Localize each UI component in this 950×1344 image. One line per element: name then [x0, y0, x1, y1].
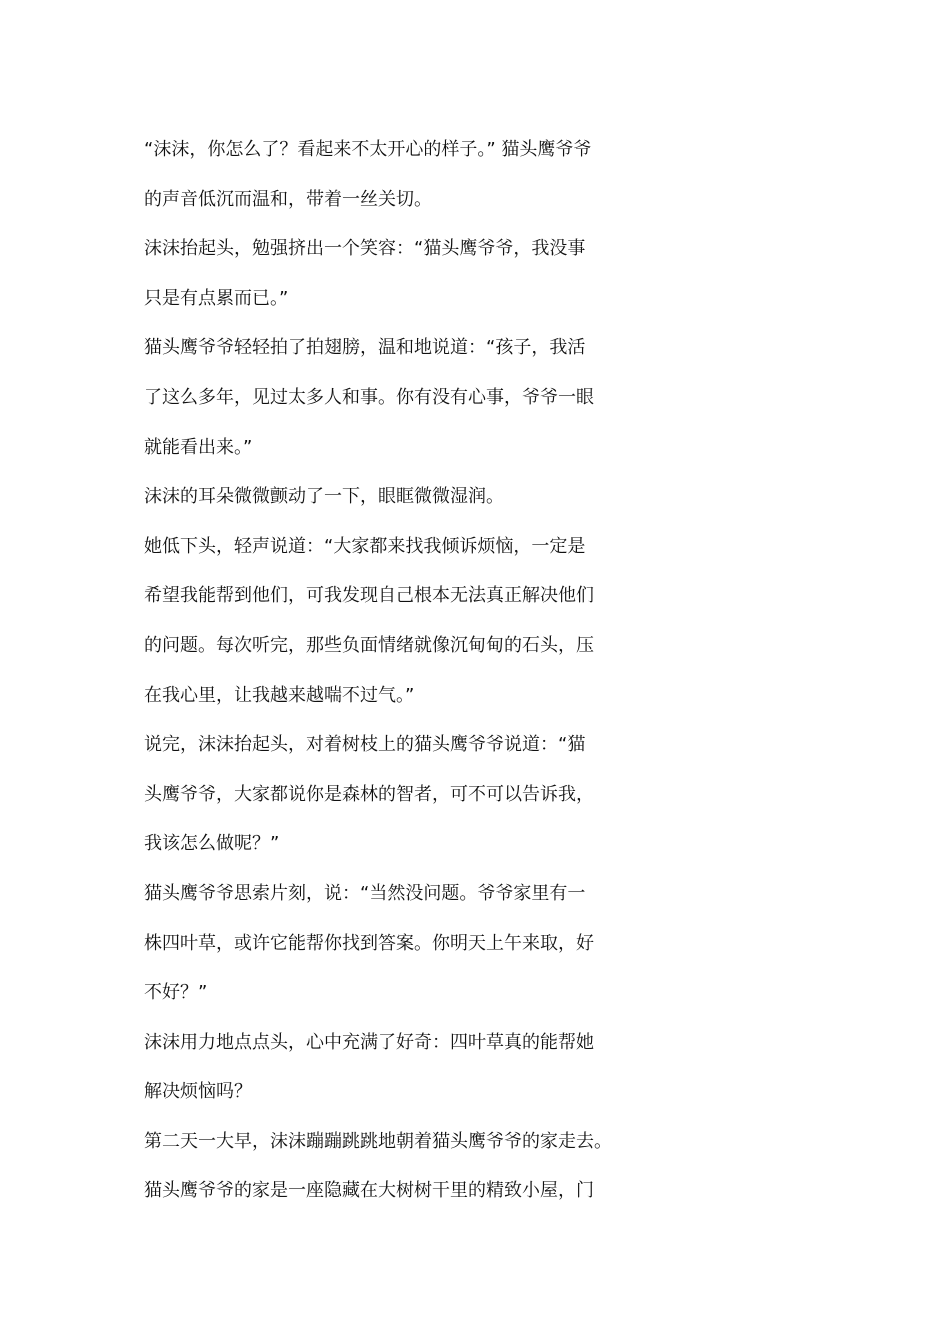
- text-line: 猫头鹰爷爷轻轻拍了拍翅膀，温和地说道：“孩子，我活: [144, 337, 586, 359]
- text-line: 说完，沫沫抬起头，对着树枝上的猫头鹰爷爷说道：“猫: [144, 734, 586, 756]
- text-line: 猫头鹰爷爷思索片刻，说：“当然没问题。爷爷家里有一: [144, 882, 586, 904]
- text-line: 不好？”: [144, 982, 208, 1004]
- text-line: 沫沫的耳朵微微颤动了一下，眼眶微微湿润。: [144, 486, 504, 508]
- text-line: 沫沫抬起头，勉强挤出一个笑容：“猫头鹰爷爷，我没事: [144, 238, 586, 260]
- text-line: 第二天一大早，沫沫蹦蹦跳跳地朝着猫头鹰爷爷的家走去。: [144, 1130, 612, 1152]
- text-line: 的问题。每次听完，那些负面情绪就像沉甸甸的石头，压: [144, 634, 594, 656]
- text-line: 希望我能帮到他们，可我发现自己根本无法真正解决他们: [144, 585, 594, 607]
- document-body: [144, 125, 814, 1216]
- text-line: “沫沫，你怎么了？看起来不太开心的样子。” 猫头鹰爷爷: [144, 139, 592, 160]
- text-line: 在我心里，让我越来越喘不过气。”: [144, 684, 415, 706]
- text-line: 猫头鹰爷爷的家是一座隐藏在大树树干里的精致小屋，门: [144, 1180, 594, 1202]
- text-line: 株四叶草，或许它能帮你找到答案。你明天上午来取，好: [144, 932, 594, 954]
- text-line: 的声音低沉而温和，带着一丝关切。: [144, 188, 432, 210]
- text-line: 解决烦恼吗？: [144, 1081, 252, 1103]
- text-line: 就能看出来。”: [144, 436, 253, 458]
- text-line: 我该怎么做呢？”: [144, 833, 280, 855]
- text-line: 头鹰爷爷，大家都说你是森林的智者，可不可以告诉我，: [144, 783, 594, 805]
- text-line: 她低下头，轻声说道：“大家都来找我倾诉烦恼，一定是: [144, 535, 586, 557]
- text-line: 了这么多年，见过太多人和事。你有没有心事，爷爷一眼: [144, 386, 594, 408]
- text-line: 只是有点累而已。”: [144, 287, 289, 309]
- text-line: 沫沫用力地点点头，心中充满了好奇：四叶草真的能帮她: [144, 1031, 594, 1053]
